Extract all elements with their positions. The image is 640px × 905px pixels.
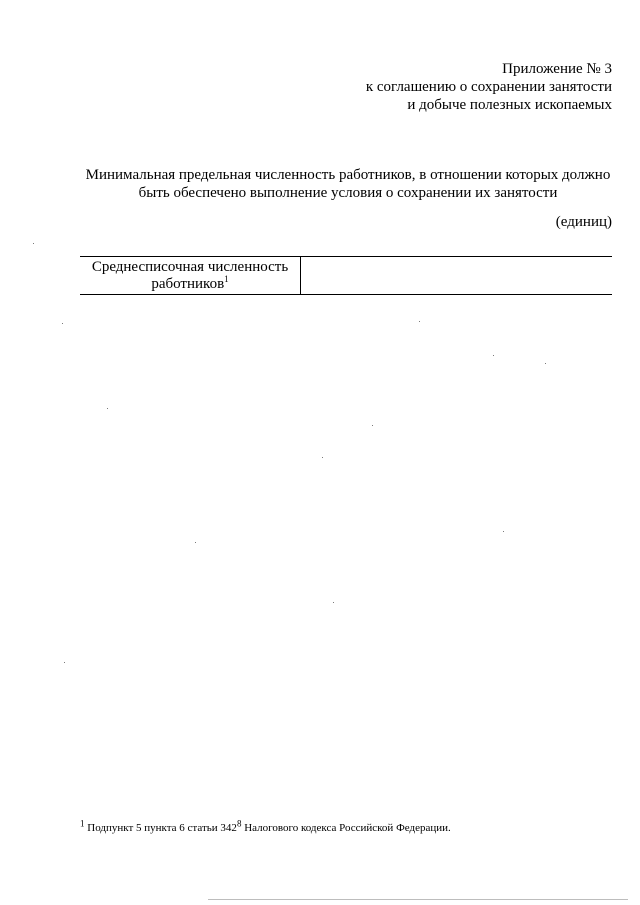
scan-speck	[33, 243, 34, 244]
appendix-reference-line: и добыче полезных ископаемых	[407, 97, 612, 113]
scan-speck	[503, 531, 504, 532]
row-label-cell	[80, 257, 301, 295]
scan-speck	[64, 662, 65, 663]
row-label-line: Среднесписочная численность	[91, 259, 289, 275]
headcount-table	[80, 256, 612, 295]
scan-edge-line	[208, 899, 628, 900]
document-title-line: Минимальная предельная численность работников, в отношении которых должно	[85, 167, 611, 183]
scan-speck	[195, 542, 196, 543]
table-row	[80, 257, 612, 295]
appendix-number: Приложение № 3	[502, 61, 612, 77]
footnote-text: Подпункт 5 пункта 6 статьи 342	[84, 822, 237, 834]
footnote-reference: 1	[224, 274, 229, 284]
document-title-line: быть обеспечено выполнение условия о сохранении их занятости	[138, 185, 558, 201]
scan-speck	[493, 355, 494, 356]
scan-speck	[372, 425, 373, 426]
document-title	[70, 166, 626, 202]
footnote-text: Налогового кодекса Российской Федерации.	[241, 822, 451, 834]
scan-speck	[333, 602, 334, 603]
footnote	[80, 818, 451, 835]
scan-speck	[322, 457, 323, 458]
appendix-reference-line: к соглашению о сохранении занятости	[365, 79, 612, 95]
row-label-line: работников	[151, 276, 225, 292]
footnote-superscript: 8	[236, 818, 242, 829]
scan-speck	[107, 408, 108, 409]
row-value-cell[interactable]	[301, 257, 613, 295]
scan-speck	[419, 321, 420, 322]
footnote-marker: 1	[80, 818, 85, 829]
scan-speck	[545, 363, 546, 364]
units-label: (единиц)	[555, 214, 612, 230]
scan-speck	[62, 323, 63, 324]
appendix-header	[366, 60, 612, 114]
